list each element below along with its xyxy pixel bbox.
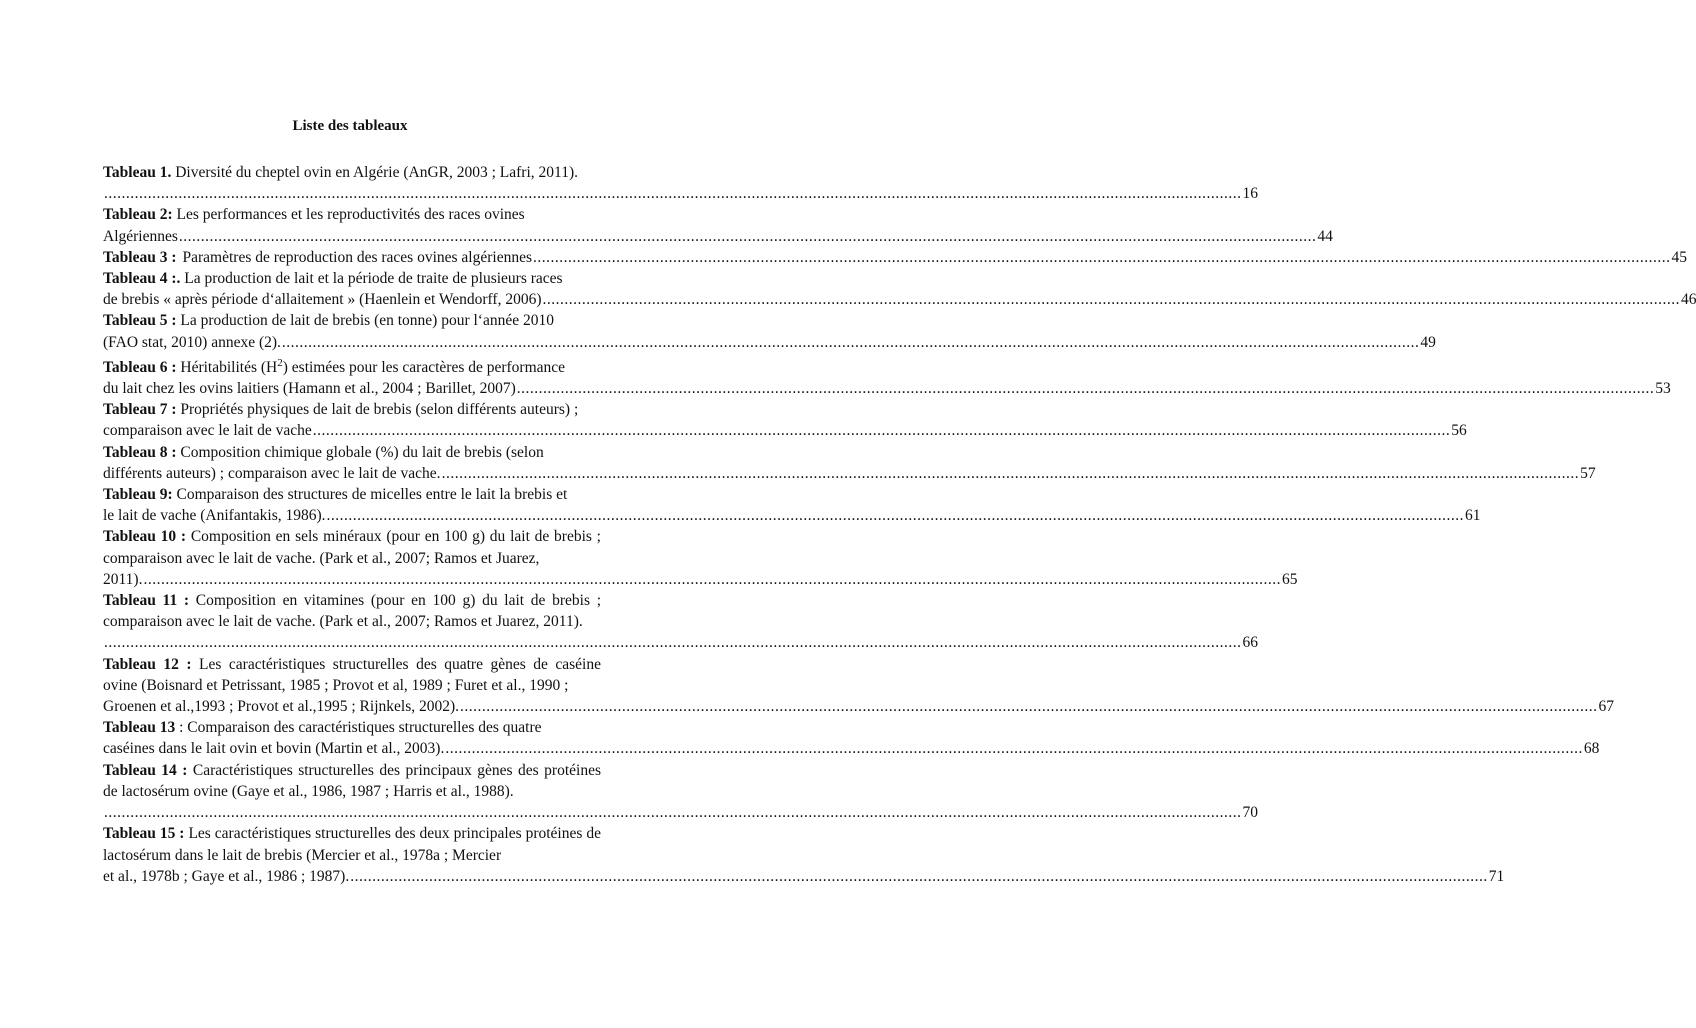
entry-text [103,268,601,289]
leader-dots: .................................................................................................................................................................................................................................................................... [281,333,1420,351]
entry-label: Tableau 15 : [103,825,185,843]
entry-line: ) estimées pour les caractères de performance [282,358,566,376]
leader-dots: .................................................................................................................................................................................................................................................................... [104,634,1242,652]
superscript: 2 [277,356,283,369]
entry-tail-text: 2011). [103,570,143,588]
entry-tail [103,463,1596,484]
entry-tail-text: et al., 1978b ; Gaye et al., 1986 ; 1987). [103,867,350,885]
entry-tail [103,226,1333,247]
entry-label: Tableau 14 : [103,761,188,779]
entry-line: La production de lait et la période de traite de plusieurs races [184,270,563,288]
list-item[interactable] [103,526,1298,590]
entry-line: Caractéristiques structurelles des principaux gènes des protéines de lactosérum ovine (Gaye et al., 1986, 1987 ; Harris et al., 1988). [103,761,601,800]
page-number: 16 [1242,185,1258,203]
list-item[interactable] [103,356,1671,399]
list-item[interactable] [103,399,1467,441]
entry-line: Les caractéristiques structurelles des quatre gènes de caséine ovine (Boisnard et Petrissant, 1985 ; Provot et al, 1989 ; Furet et al., 1990 ; [103,655,601,694]
entry-line: La production de lait de brebis (en tonne) pour l‘année 2010 [180,312,554,330]
entry-tail-text: du lait chez les ovins laitiers (Hamann et al., 2004 ; Barillet, 2007) [103,380,516,398]
entry-tail-text: (FAO stat, 2010) annexe (2). [103,333,281,351]
entry-text [103,204,601,225]
entry-label: Tableau 5 : [103,312,177,330]
list-item[interactable] [103,247,1687,268]
list-item[interactable] [103,268,1696,310]
entry-line: Héritabilités (H [180,358,278,376]
entry-tail [103,247,1687,268]
leader-dots: .................................................................................................................................................................................................................................................................... [542,291,1680,309]
entry-tail [103,696,1615,717]
entry-label: Tableau 2: [103,206,173,224]
entry-tail-text: caséines dans le lait ovin et bovin (Martin et al., 2003). [103,740,445,758]
page-number: 44 [1317,227,1333,245]
entry-text [103,310,601,331]
entry-text [103,526,601,568]
entry-label: Tableau 10 : [103,528,187,546]
page-number: 45 [1671,248,1687,266]
entry-label: Tableau 6 : [103,358,177,376]
entry-line: Diversité du cheptel ovin en Algérie (AnGR, 2003 ; Lafri, 2011). [175,164,578,181]
page-number: 66 [1242,634,1258,652]
entry-tail-text: comparaison avec le lait de vache [103,422,312,440]
entry-tail [103,802,1258,823]
leader-dots: .................................................................................................................................................................................................................................................................... [533,248,1671,266]
page-number: 71 [1488,867,1505,885]
entry-line: Comparaison des structures de micelles entre le lait la brebis et [176,486,568,504]
leader-dots: .................................................................................................................................................................................................................................................................... [312,422,1451,440]
entry-label: Tableau 13 [103,719,176,737]
page-title: Liste des tableaux [292,118,408,134]
table-list [103,162,1696,887]
entry-tail [103,378,1671,399]
entry-tail [103,289,1696,310]
entry-line: Composition en vitamines (pour en 100 g) du lait de brebis ; comparaison avec le lait de vache. (Park et al., 2007; Ramos et Juarez, 2011). [103,592,601,631]
entry-label: Tableau 8 : [103,443,177,461]
entry-tail [103,183,1258,204]
entry-label: Tableau 12 : [103,655,192,673]
entry-label: Tableau 7 : [103,401,177,419]
entry-label: Tableau 3 : [103,248,177,266]
leader-dots: .................................................................................................................................................................................................................................................................... [104,804,1242,822]
entry-line: Propriétés physiques de lait de brebis (selon différents auteurs) ; [180,401,579,419]
entry-text [103,760,601,802]
entry-tail-text: Groenen et al.,1993 ; Provot et al.,1995 ; Rijnkels, 2002). [103,698,460,716]
entry-tail [103,738,1600,759]
entry-tail [103,505,1481,526]
leader-dots: .................................................................................................................................................................................................................................................................... [143,570,1281,588]
list-item[interactable] [103,162,1258,204]
entry-tail [103,332,1436,353]
entry-label: Tableau 4 :. [103,270,181,288]
list-item[interactable] [103,717,1600,759]
entry-text [103,484,601,505]
entry-label: Tableau 1. [103,164,172,181]
entry-tail [103,420,1467,441]
list-item[interactable] [103,204,1333,246]
entry-text [103,399,601,420]
list-item[interactable] [103,442,1596,484]
leader-dots: .................................................................................................................................................................................................................................................................... [178,227,1317,245]
leader-dots: .................................................................................................................................................................................................................................................................... [326,507,1465,525]
entry-tail-text: le lait de vache (Anifantakis, 1986). [103,507,326,525]
entry-text [103,823,601,865]
entry-tail [103,866,1505,887]
leader-dots: .................................................................................................................................................................................................................................................................... [516,380,1655,398]
entry-line: Composition en sels minéraux (pour en 100 g) du lait de brebis ; comparaison avec le lait de vache. (Park et al., 2007; Ramos et Juarez, [103,528,601,567]
entry-text [103,590,601,632]
page-number: 56 [1451,422,1467,440]
entry-text [103,162,601,183]
list-item[interactable] [103,590,1258,654]
entry-label: Tableau 9: [103,486,173,504]
page-number: 49 [1420,333,1436,351]
entry-line: Les caractéristiques structurelles des deux principales protéines de lactosérum dans le lait de brebis (Mercier et al., 1978a ; Mercier [103,825,602,864]
page-number: 65 [1281,570,1298,588]
entry-text [103,357,601,378]
entry-tail-text: Paramètres de reproduction des races ovines algériennes [182,248,532,266]
page-number: 70 [1242,804,1258,822]
leader-dots: .................................................................................................................................................................................................................................................................... [441,464,1580,482]
entry-text [103,717,601,738]
page-number: 53 [1655,380,1671,398]
entry-tail-text: différents auteurs) ; comparaison avec le lait de vache. [103,464,441,482]
entry-text [103,442,601,463]
page-number: 46 [1680,291,1696,309]
list-item[interactable] [103,823,1505,887]
entry-tail [103,632,1258,653]
entry-tail-text: de brebis « après période d‘allaitement » (Haenlein et Wendorff, 2006) [103,291,542,309]
list-item[interactable] [103,484,1481,526]
entry-line: Les performances et les reproductivités des races ovines [176,206,525,224]
leader-dots: .................................................................................................................................................................................................................................................................... [350,867,1488,885]
list-item[interactable] [103,310,1436,352]
page-number: 61 [1465,507,1481,525]
entry-line: : Comparaison des caractéristiques structurelles des quatre [179,719,542,737]
entry-line: Composition chimique globale (%) du lait de brebis (selon [180,443,544,461]
page-number: 57 [1580,464,1596,482]
leader-dots: .................................................................................................................................................................................................................................................................... [445,740,1583,758]
list-item[interactable] [103,760,1258,824]
entry-tail [103,569,1298,590]
leader-dots: .................................................................................................................................................................................................................................................................... [460,698,1598,716]
entry-text [103,654,601,696]
leader-dots: .................................................................................................................................................................................................................................................................... [104,185,1242,203]
list-item[interactable] [103,654,1615,718]
page-number: 67 [1598,698,1615,716]
entry-tail-text: Algériennes [103,227,178,245]
entry-label: Tableau 11 : [103,592,190,610]
page-number: 68 [1583,740,1600,758]
